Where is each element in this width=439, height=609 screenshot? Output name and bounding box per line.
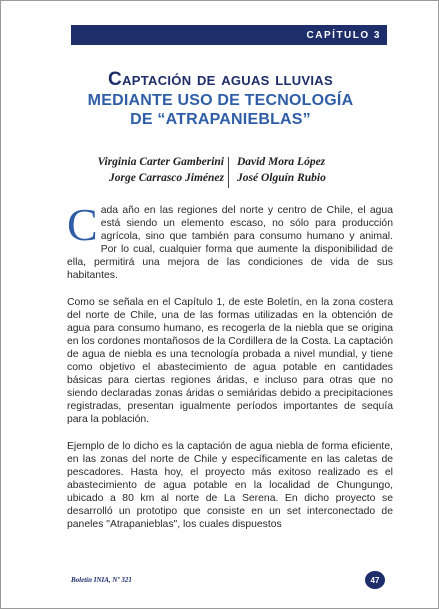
chapter-banner xyxy=(71,25,387,45)
drop-cap: C xyxy=(67,199,98,250)
author-name: José Olguín Rubio xyxy=(237,172,326,184)
chapter-label: CAPÍTULO 3 xyxy=(306,29,381,41)
author-name: David Mora López xyxy=(237,156,326,168)
article-body xyxy=(67,199,393,544)
paragraph-1-text: ada año en las regiones del norte y centro de Chile, el agua está siendo un elemento escaso, no sólo para producción agrícola, sino que también para consumo humano y animal. Por lo cual, cualquier forma que aumente la disponibilidad de ella, permitirá una mejora de las condiciones de vida de sus habitantes. xyxy=(67,205,393,282)
title-line-1: Captación de aguas lluvias xyxy=(108,69,333,90)
author-name: Jorge Carrasco Jiménez xyxy=(109,172,224,184)
author-block xyxy=(1,156,439,190)
paragraph-3: Ejemplo de lo dicho es la captación de agua niebla de forma eficiente, en las zonas del norte de Chile y específicamente en las caletas de pescadores. Hasta hoy, el proyecto más exitoso realizado es el abastecimiento de agua potable en la localidad de Chungungo, ubicado a 80 km al norte de La Serena. En dicho proyecto se desarrolló un prototipo que consiste en un set interconectado de paneles "Atrapanieblas", los cuales dispuestos xyxy=(67,440,393,531)
author-name: Virginia Carter Gamberini xyxy=(97,156,224,168)
title-line-2: MEDIANTE USO DE TECNOLOGÍA xyxy=(87,92,354,109)
paragraph-1 xyxy=(67,199,393,283)
page-number-text: 47 xyxy=(370,575,380,585)
footer-label: Boletín INIA, Nº 321 xyxy=(71,576,132,584)
paragraph-2: Como se señala en el Capítulo 1, de este Boletín, en la zona costera del norte de Chile, una de las formas utilizadas en la obtención de agua para consumo humano, es recogerla de la niebla que se origina en los cordones montañosos de la Cordillera de la Costa. La captación de agua de niebla es una tecnología probada a nivel mundial, y tiene como objetivo el abastecimiento de agua potable en cantidades básicas para ciertas regiones áridas, e incluso para otras que no siendo declaradas zonas áridas o semiáridas debido a precipitaciones registradas, presentan igualmente períodos importantes de sequía para la población. xyxy=(67,296,393,426)
article-title xyxy=(1,69,439,129)
page-number xyxy=(365,571,385,589)
title-line-3: DE “ATRAPANIEBLAS” xyxy=(130,111,311,128)
author-divider xyxy=(228,157,229,188)
